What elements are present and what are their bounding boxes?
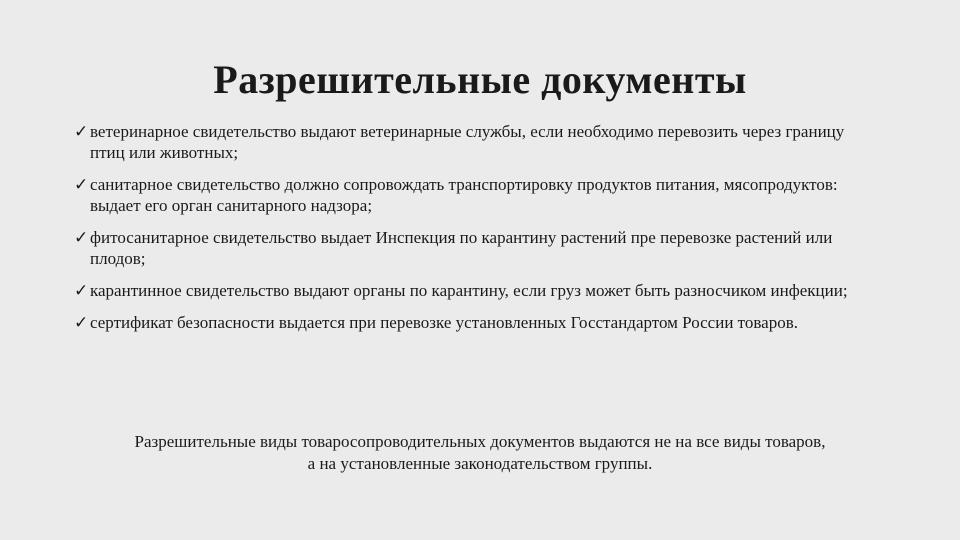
list-item (74, 174, 874, 216)
slide-title: Разрешительные документы (213, 57, 747, 102)
bullet-text: санитарное свидетельство должно сопровождать транспортировку продуктов питания, мясопродуктов: выдает его орган санитарного надзора; (90, 175, 838, 215)
list-item (74, 227, 874, 269)
checkmark-icon: ✓ (74, 281, 89, 300)
bullet-text: фитосанитарное свидетельство выдает Инспекция по карантину растений пре перевозке растений или плодов; (90, 228, 833, 268)
list-item (74, 280, 874, 301)
checkmark-icon: ✓ (74, 313, 89, 332)
checkmark-icon: ✓ (74, 122, 89, 141)
footer-line-2: а на установленные законодательством группы. (307, 454, 653, 473)
bullet-text: ветеринарное свидетельство выдают ветеринарные службы, если необходимо перевозить через границу птиц или животных; (90, 122, 845, 162)
bullet-text: сертификат безопасности выдается при перевозке установленных Госстандартом России товаров. (90, 313, 798, 332)
footer-line-1: Разрешительные виды товаросопроводительных документов выдаются не на все виды товаров, (134, 432, 826, 451)
bullet-list (74, 121, 874, 344)
checkmark-icon: ✓ (74, 175, 89, 194)
bullet-text: карантинное свидетельство выдают органы по карантину, если груз может быть разносчиком инфекции; (90, 281, 848, 300)
list-item (74, 121, 874, 163)
checkmark-icon: ✓ (74, 228, 89, 247)
footer-note (40, 431, 920, 475)
list-item (74, 312, 874, 333)
